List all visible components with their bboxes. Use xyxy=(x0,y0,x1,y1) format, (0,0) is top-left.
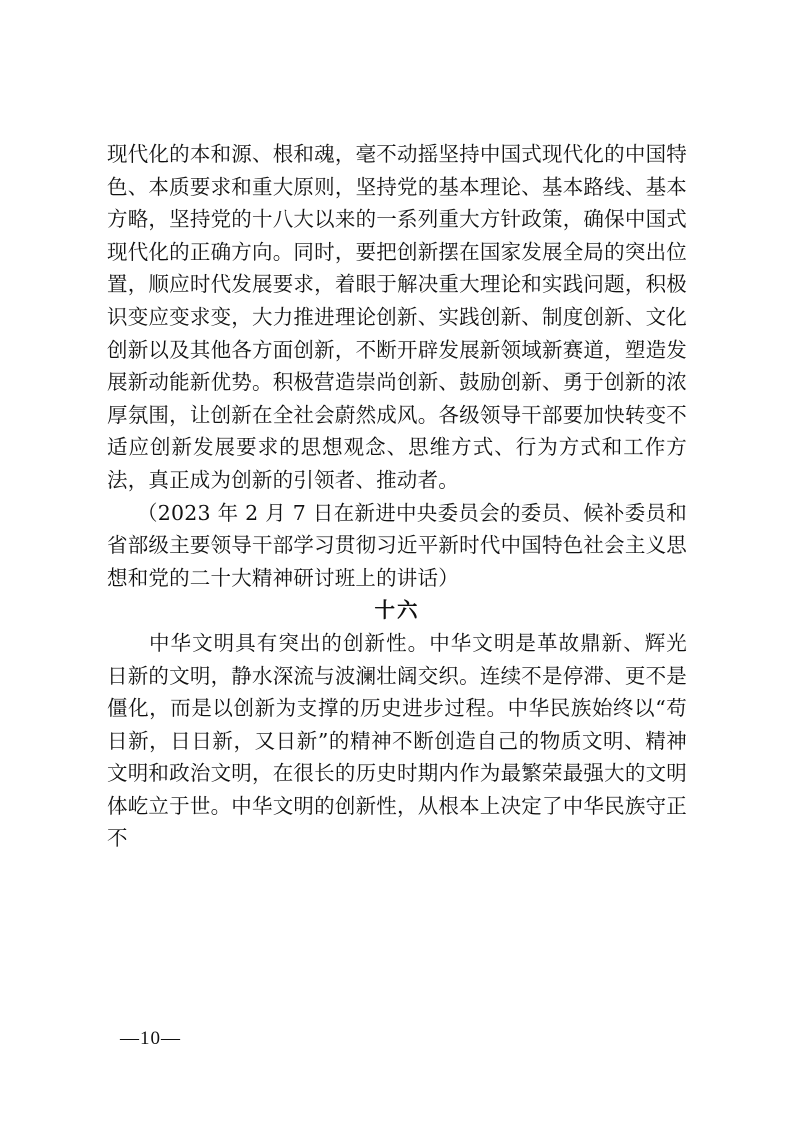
paragraph-innovation: 中华文明具有突出的创新性。中华文明是革故鼎新、辉光日新的文明，静水深流与波澜壮阔交织。连续不是停滞、更不是僵化，而是以创新为支撑的历史进步过程。中华民族始终以“苟日新，日日新，又日新”的精神不断创造自己的物质文明、精神文明和政治文明，在很长的历史时期内作为最繁荣最强大的文明体屹立于世。中华文明的创新性，从根本上决定了中华民族守正不 xyxy=(107,630,687,851)
section-heading: 十六 xyxy=(374,598,420,623)
document-body xyxy=(107,138,687,855)
source-note: （2023 年 2 月 7 日在新进中央委员会的委员、候补委员和省部级主要领导干部学习贯彻习近平新时代中国特色社会主义思想和党的二十大精神研讨班上的讲话） xyxy=(107,500,687,590)
page-number: —10— xyxy=(120,1028,181,1049)
paragraph-continuation: 现代化的本和源、根和魂，毫不动摇坚持中国式现代化的中国特色、本质要求和重大原则，坚持党的基本理论、基本路线、基本方略，坚持党的十八大以来的一系列重大方针政策，确保中国式现代化的正确方向。同时，要把创新摆在国家发展全局的突出位置，顺应时代发展要求，着眼于解决重大理论和实践问题，积极识变应变求变，大力推进理论创新、实践创新、制度创新、文化创新以及其他各方面创新，不断开辟发展新领域新赛道，塑造发展新动能新优势。积极营造崇尚创新、鼓励创新、勇于创新的浓厚氛围，让创新在全社会蔚然成风。各级领导干部要加快转变不适应创新发展要求的思想观念、思维方式、行为方式和工作方法，真正成为创新的引领者、推动者。 xyxy=(107,142,687,492)
